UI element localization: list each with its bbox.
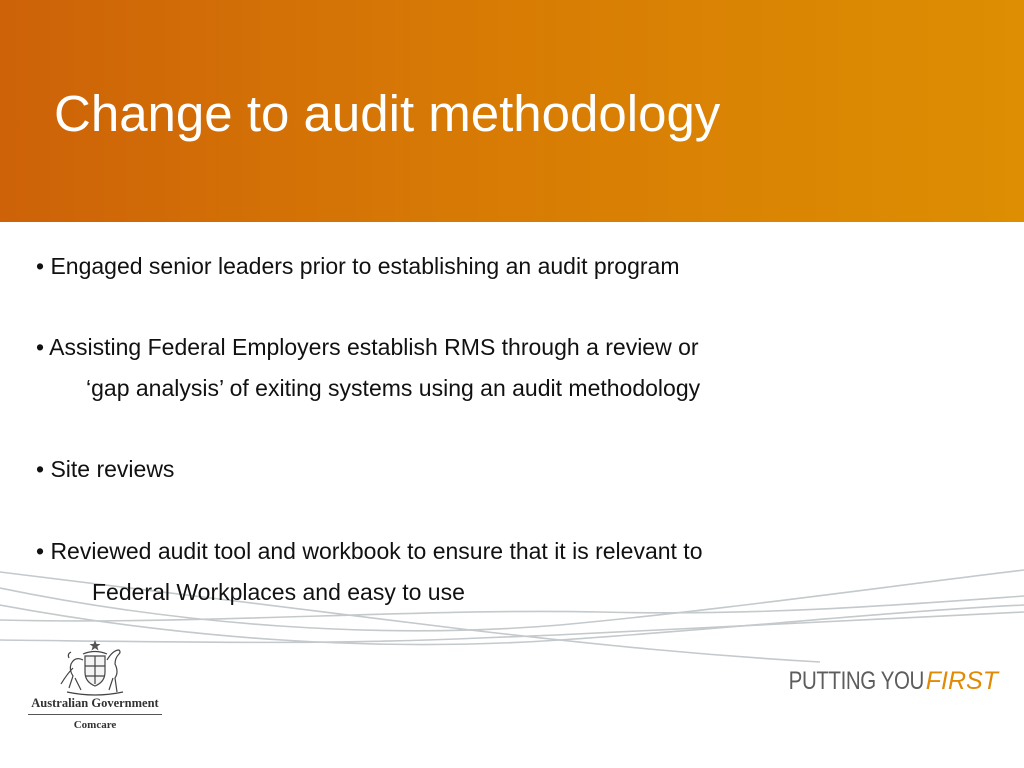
agency-name: Comcare xyxy=(73,719,117,731)
bullet-line: • Engaged senior leaders prior to establishing an audit program xyxy=(36,253,680,279)
tagline-accent: FIRST xyxy=(925,667,998,695)
slide-title: Change to audit methodology xyxy=(54,85,721,142)
bullet-line-continuation: Federal Workplaces and easy to use xyxy=(92,579,465,605)
government-name: Australian Government xyxy=(31,696,159,710)
logo-divider xyxy=(28,714,162,715)
tagline xyxy=(759,669,998,694)
australian-coat-of-arms-icon xyxy=(55,638,135,696)
bullet-line: • Site reviews xyxy=(36,456,175,482)
bullet-line: • Assisting Federal Employers establish RMS through a review or xyxy=(36,334,699,360)
government-logo xyxy=(24,638,166,738)
bullet-line: • Reviewed audit tool and workbook to ensure that it is relevant to xyxy=(36,538,703,564)
tagline-main: PUTTING YOU xyxy=(788,667,924,695)
bullet-line-continuation: ‘gap analysis’ of exiting systems using an audit methodology xyxy=(86,375,701,401)
